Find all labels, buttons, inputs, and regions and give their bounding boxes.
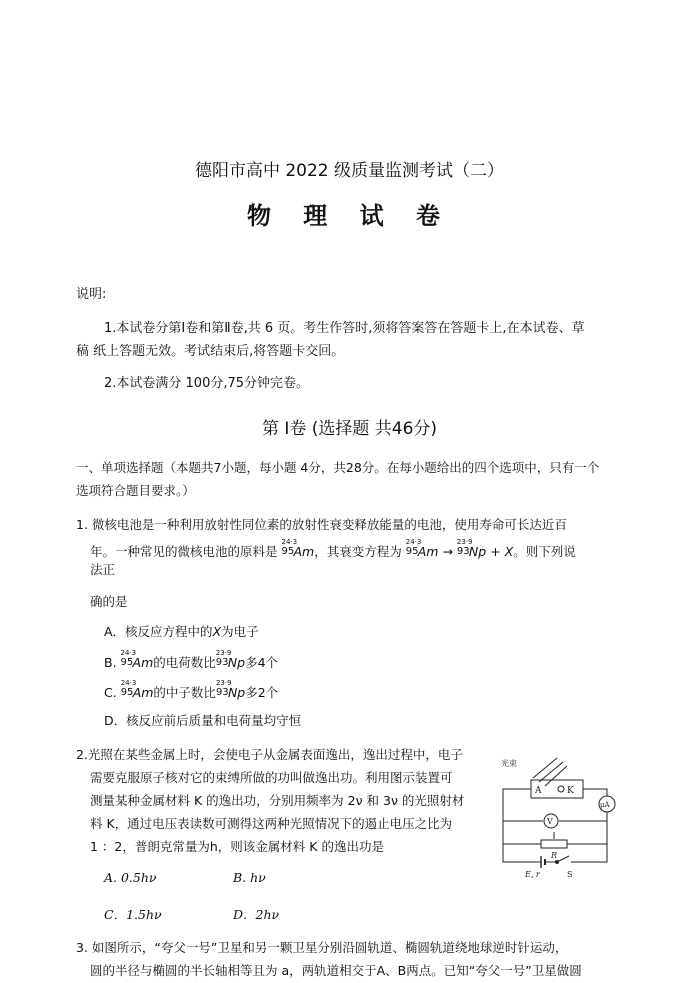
nuclide-am: 24·3 95 Am — [281, 538, 315, 559]
cathode-label: K — [567, 786, 574, 796]
rheostat — [541, 840, 567, 848]
section-intro-line-1: 一、单项选择题（本题共7小题，每小题 4分，共28分。在每小题给出的四个选项中，只有一个 — [76, 460, 600, 475]
q2-stem-line-5: 1 ：2，普朗克常量为h，则该金属材料 K 的逸出功是 — [90, 839, 384, 854]
notes-item-1-line-2: 稿 纸上答题无效。考试结束后,将答题卡交回。 — [76, 344, 345, 359]
section-title: 第 Ⅰ卷 (选择题 共46分) — [261, 419, 438, 439]
q3-stem-line-1: 3. 如图所示，“夸父一号”卫星和另一颗卫星分别沿圆轨道、椭圆轨道绕地球逆时针运动， — [76, 940, 568, 955]
switch-label: S — [567, 870, 573, 879]
anode-label: A — [535, 786, 542, 796]
q2-stem-line-2: 需要克服原子核对它的束缚所做的功叫做逸出功。利用图示装置可 — [90, 770, 453, 785]
q2-option-b: B. hν — [233, 870, 266, 885]
light-beam-line — [533, 758, 557, 778]
q2-option-a: A. 0.5hν — [104, 870, 157, 885]
switch-pivot — [556, 861, 559, 864]
circuit-wire — [503, 789, 541, 862]
q1-stem-line-3: 法正 — [90, 562, 116, 577]
q2-stem-line-4: 料 K，通过电压表读数可测得这两种光照情况下的遏止电压之比为 — [90, 816, 453, 831]
light-beam-line — [539, 762, 563, 782]
q3-stem-line-2: 圆的半径与椭圆的半长轴相等且为 a，两轨道相交于A、B两点。已知“夸父一号”卫星做圆 — [90, 963, 582, 978]
q1-stem-line-1: 1. 微核电池是一种利用放射性同位素的放射性衰变释放能量的电池，使用寿命可长达近百 — [76, 517, 567, 532]
switch-icon — [557, 856, 569, 862]
exam-title: 德阳市高中 2022 级质量监测考试（二） — [194, 161, 505, 181]
source-label: E, r — [525, 870, 540, 879]
reaction-arrow-icon: → — [442, 544, 453, 559]
voltmeter-label: V — [547, 817, 553, 826]
section-intro-line-2: 选项符合题目要求。） — [76, 483, 195, 498]
nuclide-np: 23·9 93 Np — [456, 538, 487, 559]
nuclide-am: 24·3 95 Am — [120, 649, 154, 670]
q1-option-c: C. 24·3 95 Am的中子数比 23·9 93 Np多2个 — [104, 679, 279, 700]
notes-item-1-line-1: 1.本试卷分第Ⅰ卷和第Ⅱ卷,共 6 页。考生作答时,须将答案答在答题卡上,在本试卷、草 — [104, 321, 585, 336]
resistor-label: R — [551, 851, 558, 860]
nuclide-am: 24·3 95 Am — [405, 538, 439, 559]
subject-title: 物 理 试 卷 — [246, 201, 453, 230]
light-beam-label: 光束 — [501, 759, 517, 768]
q2-stem-line-3: 测量某种金属材料 K 的逸出功，分别用频率为 2ν 和 3ν 的光照射材 — [90, 793, 465, 808]
q2-option-d: D．2hν — [233, 907, 280, 922]
notes-label: 说明: — [76, 287, 107, 302]
q2-option-c: C．1.5hν — [104, 907, 162, 922]
q1-stem-line-4: 确的是 — [90, 594, 128, 609]
q1-option-a: A．核反应方程中的X为电子 — [104, 624, 259, 639]
microammeter-label: μA — [600, 801, 610, 809]
q2-stem-line-1: 2.光照在某些金属上时，会使电子从金属表面逸出，逸出过程中，电子 — [76, 747, 463, 762]
q1-option-d: D．核反应前后质量和电荷量均守恒 — [104, 713, 302, 728]
nuclide-am: 24·3 95 Am — [120, 679, 154, 700]
q1-stem-line-2: 年。一种常见的微核电池的原料是 24·3 95 Am，其衰变方程为 24·3 95 Am → 23·9 93 Np + X。则下列说 — [90, 538, 576, 559]
cathode-icon — [558, 786, 564, 792]
nuclide-np: 23·9 93 Np — [215, 679, 246, 700]
notes-item-2: 2.本试卷满分 100分,75分钟完卷。 — [104, 376, 310, 391]
photoelectric-circuit-diagram — [495, 752, 627, 880]
nuclide-np: 23·9 93 Np — [215, 649, 246, 670]
q1-option-b: B. 24·3 95 Am的电荷数比 23·9 93 Np多4个 — [104, 649, 279, 670]
light-beam-line — [545, 766, 567, 786]
